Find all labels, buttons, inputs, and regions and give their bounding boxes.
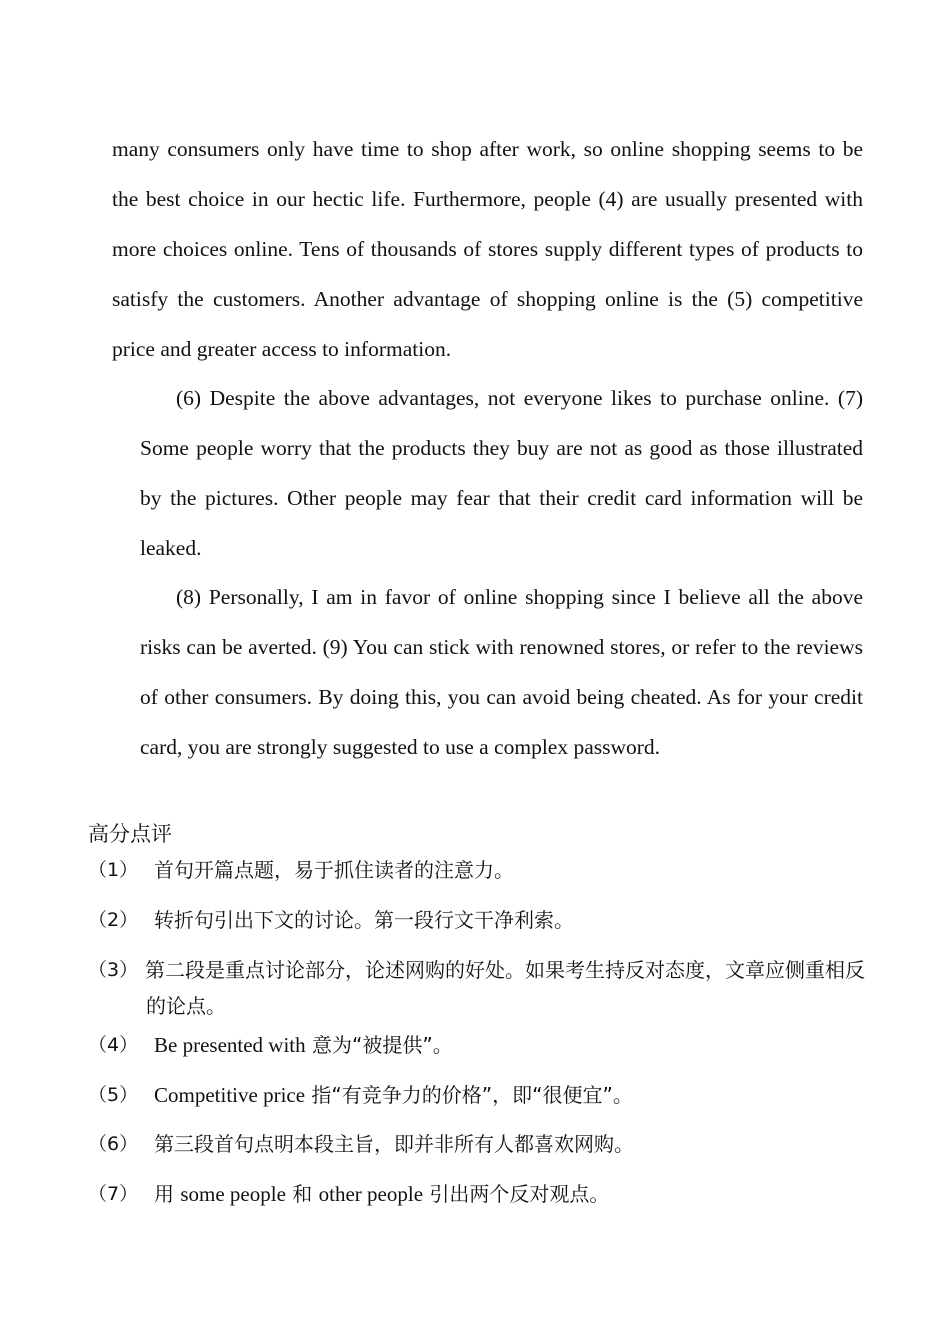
commentary-heading: 高分点评 (88, 822, 172, 846)
note-text-en: other people (318, 1182, 424, 1206)
note-number: （5） (88, 1084, 139, 1106)
commentary-note-6 (88, 1126, 866, 1162)
commentary-note-5 (88, 1077, 866, 1113)
note-text: 转折句引出下文的讨论。第一段行文干净利索。 (154, 908, 574, 932)
essay-paragraph-disadvantages: (6) Despite the above advantages, not everyone likes to purchase online. (7) Some people worry that the products they buy are not as good as those illustrated by the pictures. Other people may fear that their credit card information will be leaked. (140, 386, 863, 560)
note-text-cn: 意为“被提供”。 (305, 1033, 453, 1057)
essay-paragraph-advantages: many consumers only have time to shop after work, so online shopping seems to be the best choice in our hectic life. Furthermore, people (4) are usually presented with more choices online. Tens of thousands of stores supply different types of products to satisfy the customers. Another advantage of shopping online is the (5) competitive price and greater access to information. (112, 137, 863, 361)
commentary-note-7 (88, 1176, 866, 1212)
note-text: 第三段首句点明本段主旨，即并非所有人都喜欢网购。 (154, 1132, 634, 1156)
note-text: 首句开篇点题，易于抓住读者的注意力。 (154, 858, 514, 882)
note-number: （2） (88, 909, 139, 931)
note-text (88, 1077, 866, 1113)
note-text-cn: 指“有竞争力的价格”，即“很便宜”。 (305, 1083, 633, 1107)
note-text-part: 和 (285, 1182, 319, 1206)
note-text (88, 1176, 866, 1212)
essay-paragraph-opinion: (8) Personally, I am in favor of online shopping since I believe all the above risks can be averted. (9) You can stick with renowned stores, or refer to the reviews of other consumers. By doing this, you can avoid being cheated. As for your credit card, you are strongly suggested to use a complex password. (140, 585, 863, 759)
note-number: （3） (88, 959, 139, 981)
note-text-en: Competitive price (154, 1083, 306, 1107)
note-text: 第二段是重点讨论部分，论述网购的好处。如果考生持反对态度，文章应侧重相反的论点。 (145, 958, 865, 1018)
note-text-part: 用 (154, 1182, 181, 1206)
commentary-note-2 (88, 902, 866, 938)
note-number: （1） (88, 859, 139, 881)
commentary-note-3 (88, 952, 866, 1024)
commentary-note-1 (88, 852, 866, 888)
note-text-en: some people (180, 1182, 286, 1206)
commentary-note-4 (88, 1027, 866, 1063)
note-number: （4） (88, 1034, 139, 1056)
note-number: （7） (88, 1183, 139, 1205)
note-text-part: 引出两个反对观点。 (423, 1182, 610, 1206)
note-number: （6） (88, 1133, 139, 1155)
note-text (88, 1027, 866, 1063)
note-text-en: Be presented with (154, 1033, 306, 1057)
